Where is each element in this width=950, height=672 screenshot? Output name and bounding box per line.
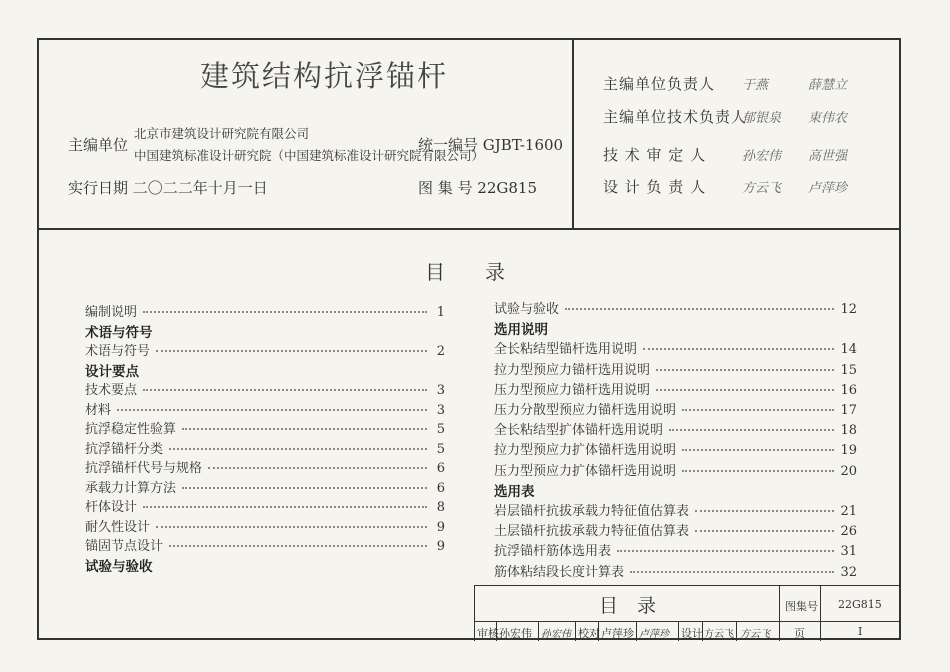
toc-entry-title: 全长粘结型扩体锚杆选用说明 [494,423,664,439]
toc-entry-page: 5 [436,441,445,457]
toc-entry-title: 编制说明 [85,305,138,320]
toc-entry-page: 26 [840,524,857,540]
toc-entry-page: 9 [436,539,445,554]
toc-leader-dots [617,550,834,552]
role-label: 设 计 负 责 人 [603,178,707,196]
toc-entry-title: 承载力计算方法 [85,480,177,496]
toc-entry-title: 压力型预应力锚杆选用说明 [494,382,651,398]
toc-entry[interactable] [85,418,445,436]
toc-entry[interactable] [85,477,445,495]
toc-leader-dots [695,510,834,512]
toc-entry-page: 17 [840,403,857,418]
toc-entry-title: 抗浮锚杆代号与规格 [85,461,203,476]
toc-entry-page: 32 [840,564,857,580]
toc-entry-page: 20 [840,463,857,479]
editor-unit-2: 中国建筑标准设计研究院（中国建筑标准设计研究院有限公司） [134,148,485,163]
role-label: 主编单位技术负责人 [603,108,748,126]
toc-leader-dots [643,348,834,350]
toc-entry[interactable] [494,419,857,437]
toc-entry-page: 8 [436,500,445,515]
toc-leader-dots [143,506,427,508]
toc-entry-title: 技术要点 [85,383,138,398]
toc-entry-title: 筋体粘结段长度计算表 [494,564,625,580]
toc-entry-title: 耐久性设计 [85,519,151,535]
toc-section-heading: 选用表 [494,483,535,500]
role-signature-1: 孙宏伟 [742,149,782,164]
toc-entry[interactable] [85,535,445,553]
toc-leader-dots [182,428,427,430]
toc-entry[interactable] [494,359,857,377]
role-signature-2: 卢萍珍 [808,181,848,196]
title-block-name: 目 录 [599,595,657,617]
toc-entry-title: 试验与验收 [494,302,560,317]
toc-leader-dots [143,389,427,391]
design-signature: 方云飞 [740,629,770,640]
toc-entry-page: 1 [436,305,445,320]
toc-entry[interactable] [494,298,857,316]
toc-entry-title: 材料 [85,402,112,418]
toc-entry-page: 6 [436,480,445,496]
toc-entry[interactable] [85,340,445,358]
toc-entry-page: 14 [840,342,857,358]
review-name: 孙宏伟 [499,627,532,640]
page-value: I [858,625,863,638]
toc-leader-dots [656,389,834,391]
toc-entry[interactable] [494,460,857,478]
design-name: 方云飞 [704,629,734,640]
check-signature: 卢萍珍 [639,629,669,640]
toc-entry-page: 6 [436,461,445,476]
toc-entry[interactable] [85,457,445,475]
role-signature-1: 方云飞 [742,181,782,196]
role-signature-2: 薛慧立 [808,78,848,93]
role-signature-2: 束伟农 [808,111,848,126]
toc-entry-page: 5 [436,422,445,437]
toc-entry[interactable] [85,516,445,534]
toc-entry-title: 压力型预应力扩体锚杆选用说明 [494,463,677,479]
role-signature-1: 于燕 [742,78,769,93]
atlas-number-label: 图集号 [785,600,818,613]
toc-entry-title: 杆体设计 [85,500,138,515]
toc-title: 目 录 [425,260,505,284]
editor-unit-1: 北京市建筑设计研究院有限公司 [134,126,310,141]
toc-leader-dots [682,470,834,472]
toc-entry-title: 全长粘结型锚杆选用说明 [494,342,638,358]
toc-entry[interactable] [494,500,857,518]
toc-entry-page: 21 [840,504,857,519]
atlas-number: 图 集 号 22G815 [418,179,538,197]
toc-section-heading: 试验与验收 [85,558,153,575]
toc-leader-dots [695,530,834,532]
toc-leader-dots [156,526,427,528]
toc-entry[interactable] [85,301,445,319]
toc-entry-title: 拉力型预应力锚杆选用说明 [494,362,651,378]
toc-entry-page: 3 [436,402,445,418]
toc-entry-title: 土层锚杆抗拔承载力特征值估算表 [494,524,690,540]
design-label: 设计 [681,627,703,640]
toc-entry[interactable] [494,379,857,397]
toc-leader-dots [669,429,834,431]
role-signature-2: 高世强 [808,149,848,164]
toc-leader-dots [565,308,834,310]
toc-entry[interactable] [494,439,857,457]
toc-entry-title: 锚固节点设计 [85,539,164,554]
toc-entry-title: 岩层锚杆抗拔承载力特征值估算表 [494,504,690,519]
toc-entry[interactable] [494,561,857,579]
page-label: 页 [794,627,805,640]
toc-entry[interactable] [494,338,857,356]
toc-entry-title: 抗浮锚杆分类 [85,441,164,457]
review-signature: 孙宏伟 [541,629,571,640]
check-label: 校对 [578,627,600,640]
toc-leader-dots [682,409,834,411]
toc-entry-title: 术语与符号 [85,344,151,359]
toc-entry-title: 拉力型预应力扩体锚杆选用说明 [494,443,677,459]
toc-leader-dots [682,449,834,451]
toc-entry-page: 3 [436,383,445,398]
check-name: 卢萍珍 [601,627,634,640]
toc-entry-title: 抗浮锚杆筋体选用表 [494,544,612,560]
toc-section-heading: 术语与符号 [85,324,153,341]
toc-section-heading: 选用说明 [494,322,548,339]
atlas-number-value: 22G815 [838,598,882,611]
implementation-date: 实行日期 二〇二二年十月一日 [68,179,268,197]
unified-number: 统一编号 GJBT-1600 [418,136,564,154]
toc-leader-dots [169,545,427,547]
editor-unit-label: 主编单位 [68,136,129,154]
toc-entry[interactable] [494,540,857,558]
toc-entry-title: 压力分散型预应力锚杆选用说明 [494,403,677,418]
toc-entry[interactable] [85,496,445,514]
toc-entry-page: 16 [840,382,857,398]
toc-entry[interactable] [494,520,857,538]
toc-leader-dots [117,409,427,411]
role-signature-1: 郁银泉 [742,111,782,126]
role-label: 技 术 审 定 人 [603,146,707,164]
toc-leader-dots [656,369,834,371]
toc-leader-dots [156,350,427,352]
toc-entry-title: 抗浮稳定性验算 [85,422,177,437]
toc-entry[interactable] [85,379,445,397]
header-divider [37,228,901,230]
toc-entry-page: 19 [840,443,857,459]
header-vertical-divider [572,38,574,229]
toc-leader-dots [143,311,427,313]
toc-leader-dots [182,487,427,489]
toc-entry-page: 15 [840,362,857,378]
atlas-title: 建筑结构抗浮锚杆 [200,59,449,93]
toc-entry-page: 31 [840,544,857,560]
toc-section-heading: 设计要点 [85,363,139,380]
toc-entry[interactable] [494,399,857,417]
toc-leader-dots [630,571,834,573]
toc-entry-page: 2 [436,344,445,359]
toc-entry-page: 9 [436,519,445,535]
toc-entry-page: 18 [840,423,857,439]
toc-leader-dots [169,448,427,450]
toc-entry[interactable] [85,399,445,417]
title-block [474,585,901,641]
role-label: 主编单位负责人 [603,75,716,93]
review-label: 审核 [477,627,499,640]
toc-leader-dots [208,467,427,469]
toc-entry-page: 12 [840,302,857,317]
toc-entry[interactable] [85,438,445,456]
